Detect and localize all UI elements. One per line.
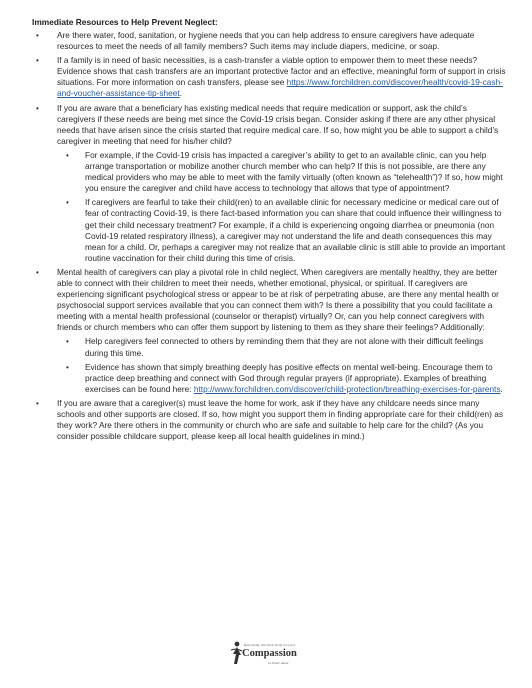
sub-bullet-text: Evidence has shown that simply breathing deeply has positive effects on mental well-being. Encourage them to practice deep breathing and connect with God through regular prayers (if appropriate). Examples of breathing exercises can be found here: bbox=[85, 361, 493, 394]
bullet-text: If you are aware that a beneficiary has existing medical needs that require medication or support, ask the child’s caregivers if these needs are being met since the Covid-19 crisis began. Consider asking if there are any other physical needs that have arisen since the crisis started that require medical care. If so, how might you be able to support a child’s caregiver in meeting that need for his/her child? bbox=[57, 102, 499, 146]
breathing-exercises-link[interactable]: http://www.forchildren.com/discover/child-protection/breathing-exercises-for-parents bbox=[193, 383, 501, 394]
bullet-text: Mental health of caregivers can play a pivotal role in child neglect. When caregivers are mentally healthy, they are better able to connect with their children to meet their needs, whether emotional, physical, or spiritual. If caregivers are experiencing significant psychological stress or appear to be at risk of perpetrating abuse, are there any mental health or psychosocial support services available that you can connect them with? Is there a possibility that you could facilitate a meeting with a mental health professional (counselor or therapist) virtually? Or, can you help connect caregivers with friends or church members who can offer them support by listening to them as they share their feelings? Additionally: bbox=[57, 266, 499, 333]
sub-bullet-text: For example, if the Covid-19 crisis has impacted a caregiver’s ability to get to an available clinic, can you help arrange transportation or mobilize another church member who can help? If this is not possible, are there any medical providers who may be able to meet with the family virtually (often known as “telehealth”)? If so, how might you ensure the caregiver and child have access to technology that allows that type of appointment? bbox=[85, 149, 503, 194]
sub-bullet-text-end: . bbox=[500, 383, 503, 394]
bullet-text: If a family is in need of basic necessities, is a cash-transfer a viable option to empower them to meet these needs? Evidence shows that cash transfers are an important protective factor and an effective, meaningful form of support in crisis situations. For more information on cash transfers, please see bbox=[57, 55, 506, 88]
sub-bullet-text: If caregivers are fearful to take their child(ren) to an available clinic for necessary medicine or medical care out of fear of contracting Covid-19, is there fact-based information you can share that could influence their willingness to get their child necessary treatment? For example, if a child is experiencing ongoing diarrhea or pneumonia (non Covid-19 related respiratory illness), a caregiver may not understand the life and death consequences this may mean for a child. Or, perhaps a caregiver may not realize that an available clinic is still able to provide an important routine vaccination for their child during this time of crisis. bbox=[85, 197, 506, 263]
sub-bullet-item-breathing bbox=[61, 362, 506, 395]
cash-transfer-link[interactable]: https://www.forchildren.com/discover/health/covid-19-cash-and-voucher-assistance-tip-sheet bbox=[57, 77, 503, 99]
bullet-item-medical-needs bbox=[32, 103, 506, 264]
bullet-item-childcare bbox=[32, 398, 506, 442]
compassion-logo bbox=[228, 640, 306, 674]
bullet-text: If you are aware that a caregiver(s) must leave the home for work, ask if they have any childcare needs since many schools and other supports are closed. If so, how might you support them in finding appropriate care for their child(ren) as they work? Are there others in the community or church who are safe and suitable to help care for the child? (As you consider possible childcare support, please keep all local health guidelines in mind.) bbox=[57, 397, 503, 442]
bullet-text: Are there water, food, sanitation, or hygiene needs that you can help address to ensure caregivers have adequate resources to meet the needs of all family members? Such items may include diapers, medicine, or soap. bbox=[57, 30, 475, 52]
sub-bullet-text: Help caregivers feel connected to others by reminding them that they are not alone with their difficult feelings during this time. bbox=[85, 336, 484, 358]
section-heading: Immediate Resources to Help Prevent Neglect: bbox=[32, 17, 218, 27]
bullet-item-hygiene bbox=[32, 30, 506, 52]
logo-tagline: Releasing children from poverty bbox=[244, 643, 296, 647]
sub-bullet-list bbox=[57, 150, 506, 264]
bullet-item-mental-health bbox=[32, 267, 506, 395]
bullet-text-end: . bbox=[179, 88, 182, 99]
sub-bullet-item-connected bbox=[61, 336, 506, 358]
sub-bullet-item-transport bbox=[61, 150, 506, 194]
logo-wordmark: Compassion bbox=[242, 648, 297, 659]
sub-bullet-item-fear-of-clinic bbox=[61, 197, 506, 264]
bullet-list bbox=[32, 30, 506, 442]
sub-bullet-list bbox=[57, 336, 506, 394]
document-body bbox=[32, 16, 506, 445]
logo-subline: in Jesus' name bbox=[268, 661, 289, 665]
bullet-item-cash-transfer bbox=[32, 55, 506, 99]
